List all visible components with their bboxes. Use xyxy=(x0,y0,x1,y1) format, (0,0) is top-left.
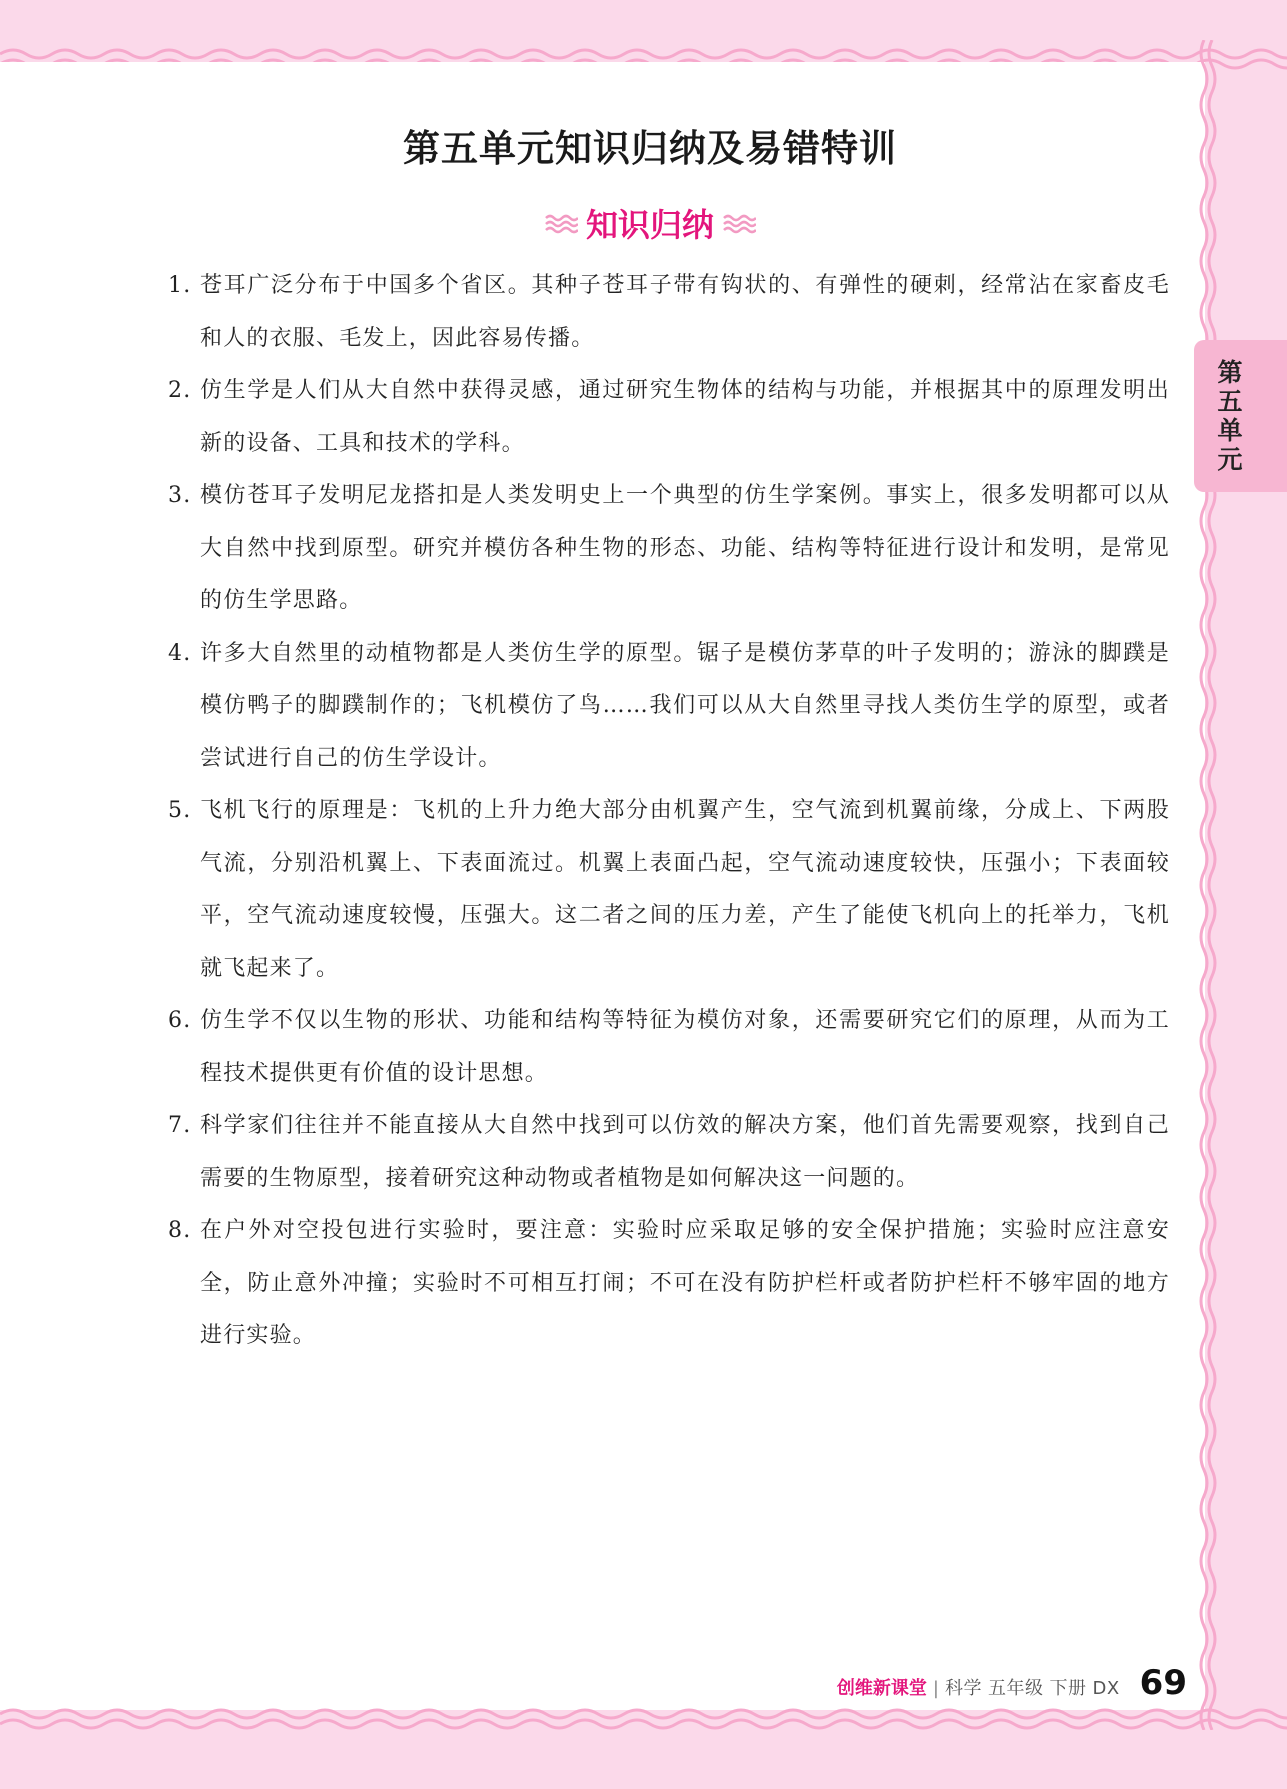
item-number: 8. xyxy=(168,1218,192,1243)
list-item xyxy=(168,1205,1170,1363)
item-number: 7. xyxy=(168,1113,192,1138)
footer-edition: DX xyxy=(1092,1678,1120,1699)
list-item xyxy=(168,470,1170,628)
item-text: 苍耳广泛分布于中国多个省区。其种子苍耳子带有钩状的、有弹性的硬刺，经常沾在家畜皮毛和人的衣服、毛发上，因此容易传播。 xyxy=(200,273,1170,351)
list-item xyxy=(168,628,1170,786)
item-number: 6. xyxy=(168,1008,192,1033)
unit-side-tab xyxy=(1194,340,1287,492)
wave-lines-icon xyxy=(722,212,756,234)
list-item xyxy=(168,995,1170,1100)
list-item xyxy=(168,260,1170,365)
item-text: 在户外对空投包进行实验时，要注意：实验时应采取足够的安全保护措施；实验时应注意安全，防止意外冲撞；实验时不可相互打闹；不可在没有防护栏杆或者防护栏杆不够牢固的地方进行实验。 xyxy=(200,1218,1170,1348)
item-number: 1. xyxy=(168,273,192,298)
item-text: 许多大自然里的动植物都是人类仿生学的原型。锯子是模仿茅草的叶子发明的；游泳的脚蹼是模仿鸭子的脚蹼制作的；飞机模仿了鸟……我们可以从大自然里寻找人类仿生学的原型，或者尝试进行自己的仿生学设计。 xyxy=(200,640,1170,771)
section-heading xyxy=(540,200,760,246)
footer-subject: 科学 xyxy=(944,1678,982,1699)
footer-volume: 下册 xyxy=(1049,1678,1087,1699)
right-wave-border xyxy=(1196,40,1220,1730)
item-number: 3. xyxy=(168,483,192,508)
item-text: 科学家们往往并不能直接从大自然中找到可以仿效的解决方案，他们首先需要观察，找到自己需要的生物原型，接着研究这种动物或者植物是如何解决这一问题的。 xyxy=(200,1113,1170,1191)
list-item xyxy=(168,365,1170,470)
footer-brand: 创维新课堂 xyxy=(836,1678,927,1699)
item-text: 仿生学是人们从大自然中获得灵感，通过研究生物体的结构与功能，并根据其中的原理发明出新的设备、工具和技术的学科。 xyxy=(200,378,1170,456)
knowledge-list xyxy=(168,260,1170,1363)
item-text: 模仿苍耳子发明尼龙搭扣是人类发明史上一个典型的仿生学案例。事实上，很多发明都可以从大自然中找到原型。研究并模仿各种生物的形态、功能、结构等特征进行设计和发明，是常见的仿生学思路。 xyxy=(200,483,1170,613)
item-number: 4. xyxy=(168,640,192,666)
wave-lines-icon xyxy=(544,212,578,234)
list-item xyxy=(168,785,1170,995)
item-text: 仿生学不仅以生物的形状、功能和结构等特征为模仿对象，还需要研究它们的原理，从而为工程技术提供更有价值的设计思想。 xyxy=(200,1008,1170,1086)
list-item xyxy=(168,1100,1170,1205)
item-number: 5. xyxy=(168,798,192,823)
section-label: 知识归纳 xyxy=(585,206,714,244)
page-footer xyxy=(837,1663,1187,1703)
item-number: 2. xyxy=(168,378,192,403)
unit-tab-label: 第五单元 xyxy=(1217,358,1243,474)
footer-grade: 五年级 xyxy=(987,1678,1044,1699)
footer-separator: | xyxy=(932,1678,939,1699)
page-number: 69 xyxy=(1139,1663,1187,1703)
bottom-wave-border xyxy=(0,1700,1287,1740)
page-title: 第五单元知识归纳及易错特训 xyxy=(403,127,897,170)
item-text: 飞机飞行的原理是：飞机的上升力绝大部分由机翼产生，空气流到机翼前缘，分成上、下两股气流，分别沿机翼上、下表面流过。机翼上表面凸起，空气流动速度较快，压强小；下表面较平，空气流动速度较慢，压强大。这二者之间的压力差，产生了能使飞机向上的托举力，飞机就飞起来了。 xyxy=(200,798,1170,981)
